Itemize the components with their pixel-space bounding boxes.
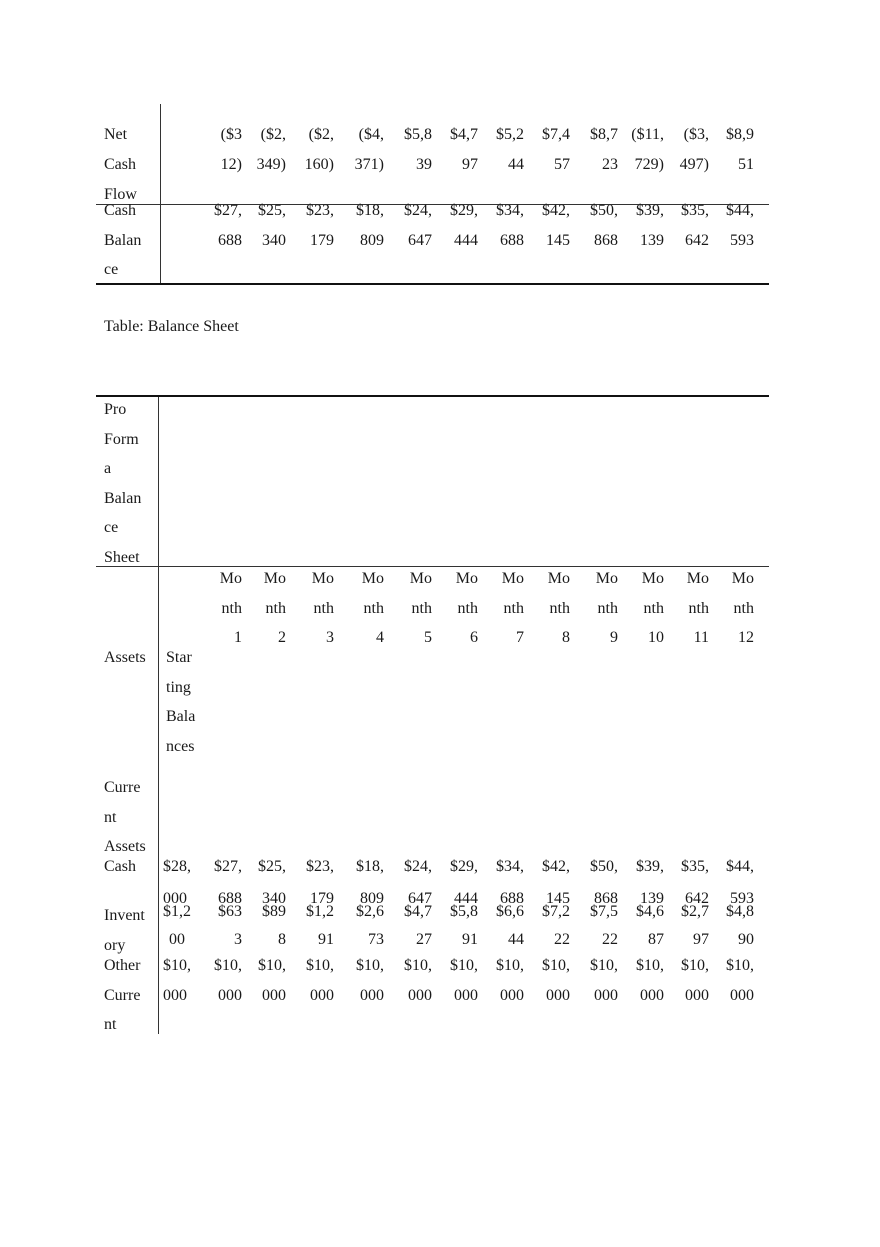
row-label-inventory: Invent ory (104, 907, 145, 954)
row-label-other-current: Other Curre nt (104, 957, 141, 1033)
table-cell: $63 3 (218, 903, 242, 948)
starting-balance-cell: $28, 000 (163, 858, 191, 907)
table-cell: ($3, 497) (679, 126, 709, 173)
table-cell: $27, 688 (214, 858, 242, 907)
table-cell: $10, 000 (214, 957, 242, 1004)
table-cell: $10, 000 (726, 957, 754, 1004)
table-cell: $35, 642 (681, 202, 709, 249)
table-cell: $7,4 57 (542, 126, 570, 173)
table-cell: $29, 444 (450, 202, 478, 249)
table-cell: $23, 179 (306, 858, 334, 907)
balance-row-other-current (96, 951, 761, 1040)
month-header-row (96, 564, 761, 653)
table-cell: $25, 340 (258, 202, 286, 249)
table-cell: $50, 868 (590, 202, 618, 249)
table-cell: ($4, 371) (354, 126, 384, 173)
table-cell: ($2, 349) (256, 126, 286, 173)
month-header: Mo nth 11 (686, 570, 709, 646)
table-cell: $10, 000 (450, 957, 478, 1004)
starting-balances-header: Star ting Bala nces (166, 649, 196, 755)
table-cell-empty (159, 120, 205, 205)
table-cell: $10, 000 (542, 957, 570, 1004)
balance-sheet-title: Pro Form a Balan ce Sheet (104, 401, 142, 566)
cash-flow-table (96, 120, 761, 285)
table-cell: $10, 000 (306, 957, 334, 1004)
table-cell: $24, 647 (404, 202, 432, 249)
table-cell: $50, 868 (590, 858, 618, 907)
table-cell: $10, 000 (404, 957, 432, 1004)
table-cell: $8,9 51 (726, 126, 754, 173)
table-cell: $42, 145 (542, 202, 570, 249)
table-cell: $39, 139 (636, 858, 664, 907)
month-header: Mo nth 12 (731, 570, 754, 646)
table-cell-empty (159, 205, 205, 285)
table-cell: $25, 340 (258, 858, 286, 907)
table-cell: $89 8 (262, 903, 286, 948)
month-header: Mo nth 8 (547, 570, 570, 646)
table-cell: $18, 809 (356, 858, 384, 907)
table-cell: $44, 593 (726, 202, 754, 249)
month-header: Mo nth 4 (361, 570, 384, 646)
table-cell: ($3 12) (220, 126, 242, 173)
table-cell: $6,6 44 (496, 903, 524, 948)
row-label-cash-balance: Cash Balan ce (104, 202, 142, 278)
starting-balance-cell: $10, 000 (163, 957, 191, 1004)
table-cell: $5,8 91 (450, 903, 478, 948)
table-cell: $44, 593 (726, 858, 754, 907)
table-cell: $7,2 22 (542, 903, 570, 948)
table-cell: $10, 000 (590, 957, 618, 1004)
table-cell: $7,5 22 (590, 903, 618, 948)
table-cell: $42, 145 (542, 858, 570, 907)
table-cell: $27, 688 (214, 202, 242, 249)
month-header: Mo nth 5 (409, 570, 432, 646)
month-header: Mo nth 1 (219, 570, 242, 646)
table-cell: $5,2 44 (496, 126, 524, 173)
month-header: Mo nth 2 (263, 570, 286, 646)
table-cell: $10, 000 (496, 957, 524, 1004)
table-cell: $39, 139 (636, 202, 664, 249)
table-caption: Table: Balance Sheet (104, 318, 239, 335)
table-cell: $10, 000 (258, 957, 286, 1004)
table2-top-rule (96, 395, 769, 397)
table-cell: $29, 444 (450, 858, 478, 907)
table-cell: $23, 179 (306, 202, 334, 249)
month-header: Mo nth 10 (641, 570, 664, 646)
table-cell: $8,7 23 (590, 126, 618, 173)
table-cell: $4,8 90 (726, 903, 754, 948)
header-cell-empty (159, 564, 205, 653)
table-cell: ($2, 160) (304, 126, 334, 173)
row-label-cash: Cash (104, 858, 136, 875)
table-cell: $10, 000 (681, 957, 709, 1004)
month-header: Mo nth 9 (595, 570, 618, 646)
table-cell: $34, 688 (496, 202, 524, 249)
table-cell: $2,7 97 (681, 903, 709, 948)
table-cell: $10, 000 (636, 957, 664, 1004)
month-header: Mo nth 3 (311, 570, 334, 646)
row-label-net-cash-flow: Net Cash Flow (104, 126, 137, 203)
month-header: Mo nth 6 (455, 570, 478, 646)
table-cell: $34, 688 (496, 858, 524, 907)
header-cell-empty (96, 564, 159, 653)
table-cell: $5,8 39 (404, 126, 432, 173)
table-cell: $4,7 27 (404, 903, 432, 948)
table-cell: $4,7 97 (450, 126, 478, 173)
table-cell: $2,6 73 (356, 903, 384, 948)
table-cell: ($11, 729) (631, 126, 664, 173)
table-cell: $10, 000 (356, 957, 384, 1004)
table-cell: $24, 647 (404, 858, 432, 907)
starting-balance-cell: $1,2 00 (163, 903, 191, 948)
table-cell: $1,2 91 (306, 903, 334, 948)
table-cell: $35, 642 (681, 858, 709, 907)
table-cell: $4,6 87 (636, 903, 664, 948)
current-assets-label: Curre nt Assets (104, 779, 146, 855)
month-header: Mo nth 7 (501, 570, 524, 646)
assets-label: Assets (104, 649, 146, 666)
table-cell: $18, 809 (356, 202, 384, 249)
